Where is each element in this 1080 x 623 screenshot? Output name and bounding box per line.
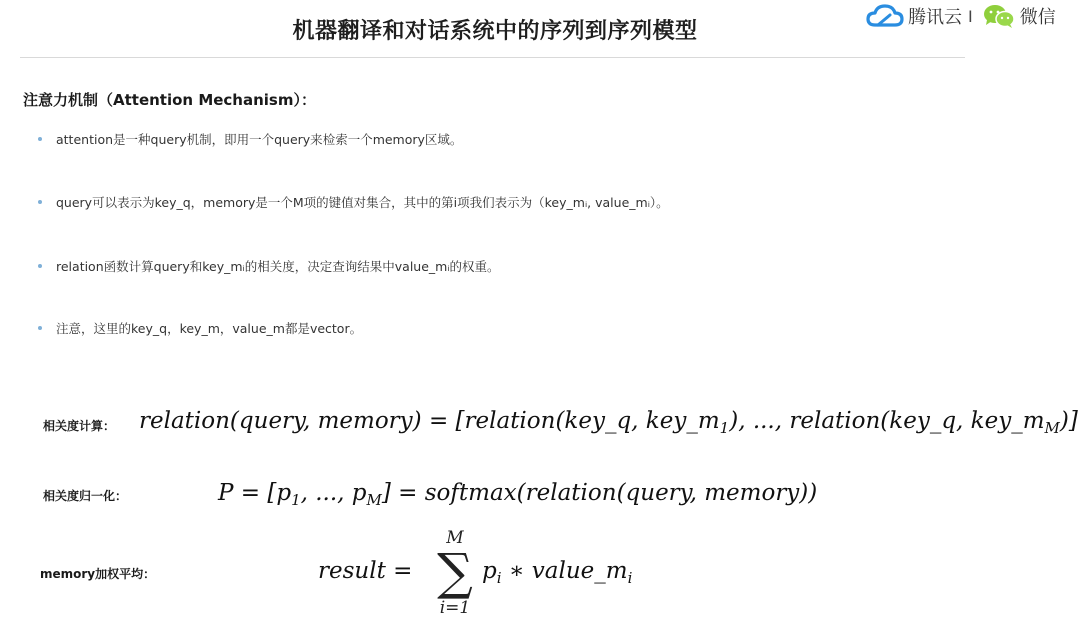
bullet-item [38,319,362,337]
formula-normalize-mid: , ..., p [300,480,367,506]
formula-normalize-p: P = [p [218,480,292,506]
bullet-text: attention是一种query机制，即用一个query来检索一个memory区域。 [56,132,463,147]
summation-upper-bound: M [446,528,464,548]
title-divider [20,57,965,58]
bullet-dot-icon [38,326,42,330]
formula-subscript: 1 [291,491,301,509]
bullet-text: 注意，这里的key_q，key_m，value_m都是vector。 [56,321,363,336]
formula-term-value: ∗ value_m [501,558,628,584]
formula-relevance-mid: ), ..., relation(key_q, key_m [729,408,1045,434]
formula-subscript: M [1044,419,1060,437]
formula-label-relevance: 相关度计算： [43,419,116,433]
summation-lower-bound: i=1 [439,598,471,618]
tencent-cloud-logo-text: 腾讯云 [908,7,962,28]
formula-subscript: i [627,569,633,587]
section-heading: 注意力机制（Attention Mechanism）： [23,91,316,109]
bullet-item [38,257,500,275]
formula-subscript: M [366,491,382,509]
brand-logos [866,2,1056,30]
formula-label-normalize: 相关度归一化： [43,489,128,503]
formula-average-lhs: result = [318,558,413,584]
wechat-icon [982,3,1016,29]
bullet-dot-icon [38,264,42,268]
formula-relevance-lhs: relation(query, memory) = [relation(key_q, key_m [139,408,720,434]
formula-average-term [482,558,633,587]
bullet-item [38,130,462,148]
formula-subscript: 1 [719,419,730,437]
formula-normalize-rhs: ] = softmax(relation(query, memory)) [381,480,818,506]
summation [425,528,485,623]
bullet-text: query可以表示为key_q，memory是一个M项的键值对集合，其中的第i项我们表示为（key_mᵢ, value_mᵢ）。 [56,195,669,210]
bullet-dot-icon [38,137,42,141]
slide-title: 机器翻译和对话系统中的序列到序列模型 [292,19,698,44]
formula-relevance [139,408,1078,437]
bullet-text: relation函数计算query和key_mᵢ的相关度，决定查询结果中value_mᵢ的权重。 [56,259,500,274]
formula-term-p: p [482,558,497,584]
formula-normalize [218,480,818,509]
formula-relevance-end: )] [1059,408,1078,434]
bullet-dot-icon [38,200,42,204]
wechat-logo-text: 微信 [1019,7,1056,28]
formula-subscript: i [496,569,502,587]
tencent-cloud-icon [866,3,904,29]
formula-label-average: memory加权平均： [40,567,156,581]
bullet-item [38,193,669,211]
logo-separator: I [968,6,973,26]
summation-sigma-icon: ∑ [437,543,473,601]
